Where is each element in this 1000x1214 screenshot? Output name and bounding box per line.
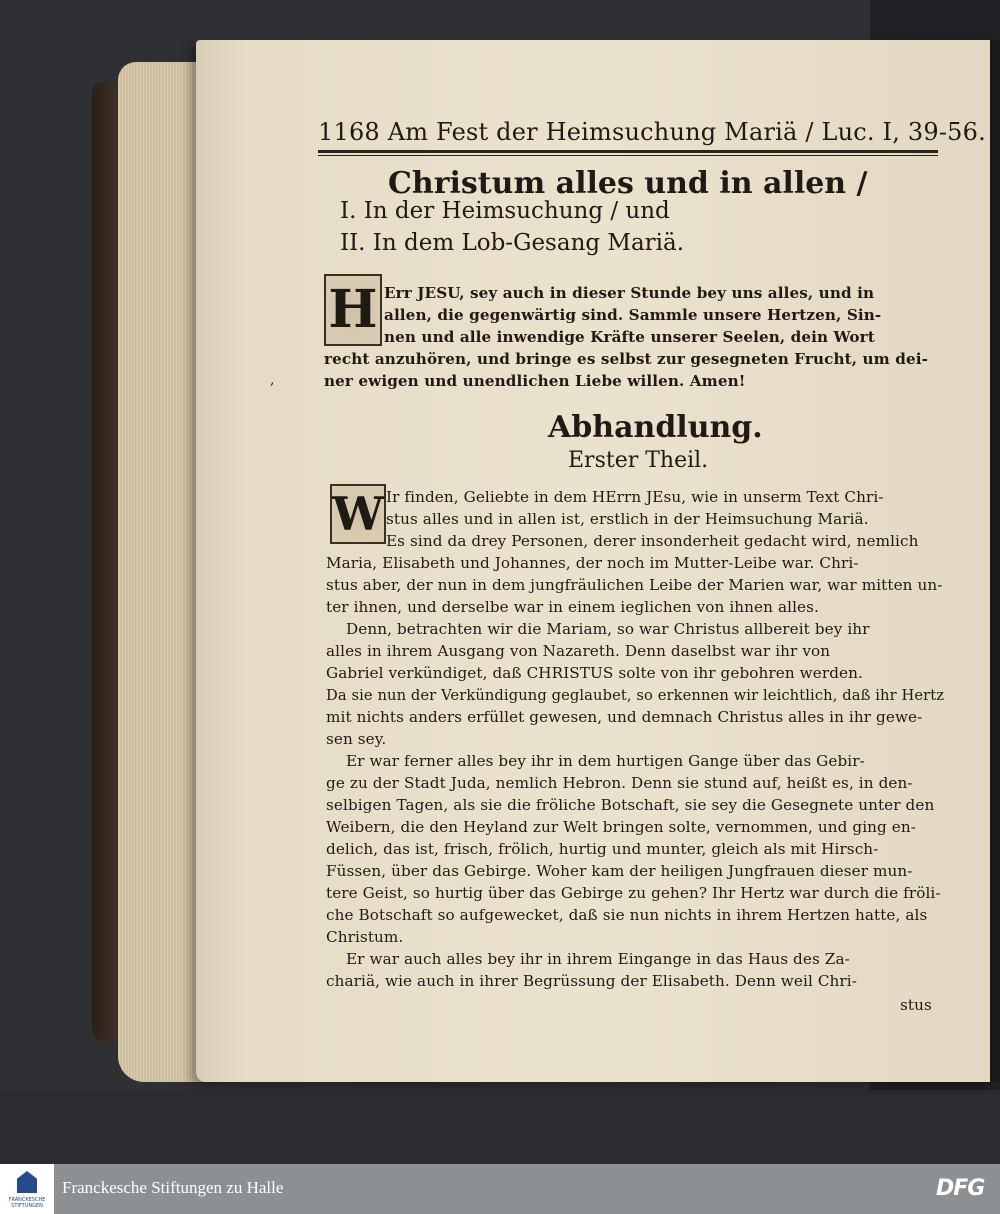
body-line: Weibern, die den Heyland zur Welt bringen solte, vernommen, und ging en-	[326, 818, 916, 836]
body-line: ge zu der Stadt Juda, nemlich Hebron. Denn sie stund auf, heißt es, in den-	[326, 774, 913, 792]
body-line: delich, das ist, frisch, frölich, hurtig und munter, gleich als mit Hirsch-	[326, 840, 879, 858]
prayer-dropcap: H	[324, 274, 382, 346]
dfg-logo[interactable]: DFG	[936, 1176, 985, 1201]
section-heading: Abhandlung.	[548, 410, 763, 445]
building-icon	[17, 1171, 37, 1193]
body-line: sen sey.	[326, 730, 387, 748]
institution-logo[interactable]	[0, 1164, 54, 1214]
header-rule-thin	[318, 155, 938, 156]
sermon-subtitle-2: II. In dem Lob-Gesang Mariä.	[340, 230, 685, 256]
body-line: stus alles und in allen ist, erstlich in der Heimsuchung Mariä.	[386, 510, 869, 528]
prayer-line: allen, die gegenwärtig sind. Sammle unsere Hertzen, Sin-	[384, 306, 882, 324]
institution-name[interactable]: Franckesche Stiftungen zu Halle	[62, 1178, 284, 1197]
prayer-line: recht anzuhören, und bringe es selbst zur gesegneten Frucht, um dei-	[324, 350, 928, 368]
body-line: ter ihnen, und derselbe war in einem ieglichen von ihnen alles.	[326, 598, 819, 616]
logo-caption: FRANCKESCHE STIFTUNGEN	[8, 1197, 46, 1209]
body-dropcap: W	[330, 484, 386, 544]
body-line: Er war ferner alles bey ihr in dem hurtigen Gange über das Gebir-	[346, 752, 865, 770]
part-heading: Erster Theil.	[568, 448, 709, 473]
body-line: tere Geist, so hurtig über das Gebirge zu gehen? Ihr Hertz war durch die fröli-	[326, 884, 941, 902]
prayer-line: Err JESU, sey auch in dieser Stunde bey uns alles, und in	[384, 284, 875, 302]
sermon-title: Christum alles und in allen /	[388, 166, 868, 201]
body-line: che Botschaft so aufgewecket, daß sie nun nichts in ihrem Hertzen hatte, als	[326, 906, 928, 924]
body-line: Ir finden, Geliebte in dem HErrn JEsu, wie in unserm Text Chri-	[386, 488, 884, 506]
body-line: Da sie nun der Verkündigung geglaubet, so erkennen wir leichtlich, daß ihr Hertz	[326, 686, 945, 704]
stray-mark: ,	[270, 372, 275, 388]
prayer-line: nen und alle inwendige Kräfte unserer Seelen, dein Wort	[384, 328, 875, 346]
body-line: Es sind da drey Personen, derer insonderheit gedacht wird, nemlich	[386, 532, 919, 550]
backdrop-shadow	[0, 1090, 1000, 1164]
header-rule	[318, 150, 938, 153]
body-line: Er war auch alles bey ihr in ihrem Eingange in das Haus des Za-	[346, 950, 850, 968]
right-page-edge	[990, 40, 1000, 1082]
body-line: Füssen, über das Gebirge. Woher kam der heiligen Jungfrauen dieser mun-	[326, 862, 913, 880]
body-line: Gabriel verkündiget, daß CHRISTUS solte von ihr gebohren werden.	[326, 664, 863, 682]
body-line: chariä, wie auch in ihrer Begrüssung der Elisabeth. Denn weil Chri-	[326, 972, 857, 990]
prayer-line: ner ewigen und unendlichen Liebe willen. Amen!	[324, 372, 746, 390]
sermon-subtitle-1: I. In der Heimsuchung / und	[340, 198, 670, 224]
body-line: stus aber, der nun in dem jungfräulichen Leibe der Marien war, war mitten un-	[326, 576, 943, 594]
running-head: 1168 Am Fest der Heimsuchung Mariä / Luc. I, 39-56.	[318, 118, 986, 146]
body-line: mit nichts anders erfüllet gewesen, und demnach Christus alles in ihr gewe-	[326, 708, 923, 726]
body-line: alles in ihrem Ausgang von Nazareth. Denn daselbst war ihr von	[326, 642, 831, 660]
catchword: stus	[900, 996, 932, 1014]
body-line: Christum.	[326, 928, 404, 946]
body-line: Maria, Elisabeth und Johannes, der noch im Mutter-Leibe war. Chri-	[326, 554, 859, 572]
body-line: Denn, betrachten wir die Mariam, so war Christus allbereit bey ihr	[346, 620, 870, 638]
viewer-footer	[0, 1164, 1000, 1214]
body-line: selbigen Tagen, als sie die fröliche Botschaft, sie sey die Gesegnete unter den	[326, 796, 935, 814]
